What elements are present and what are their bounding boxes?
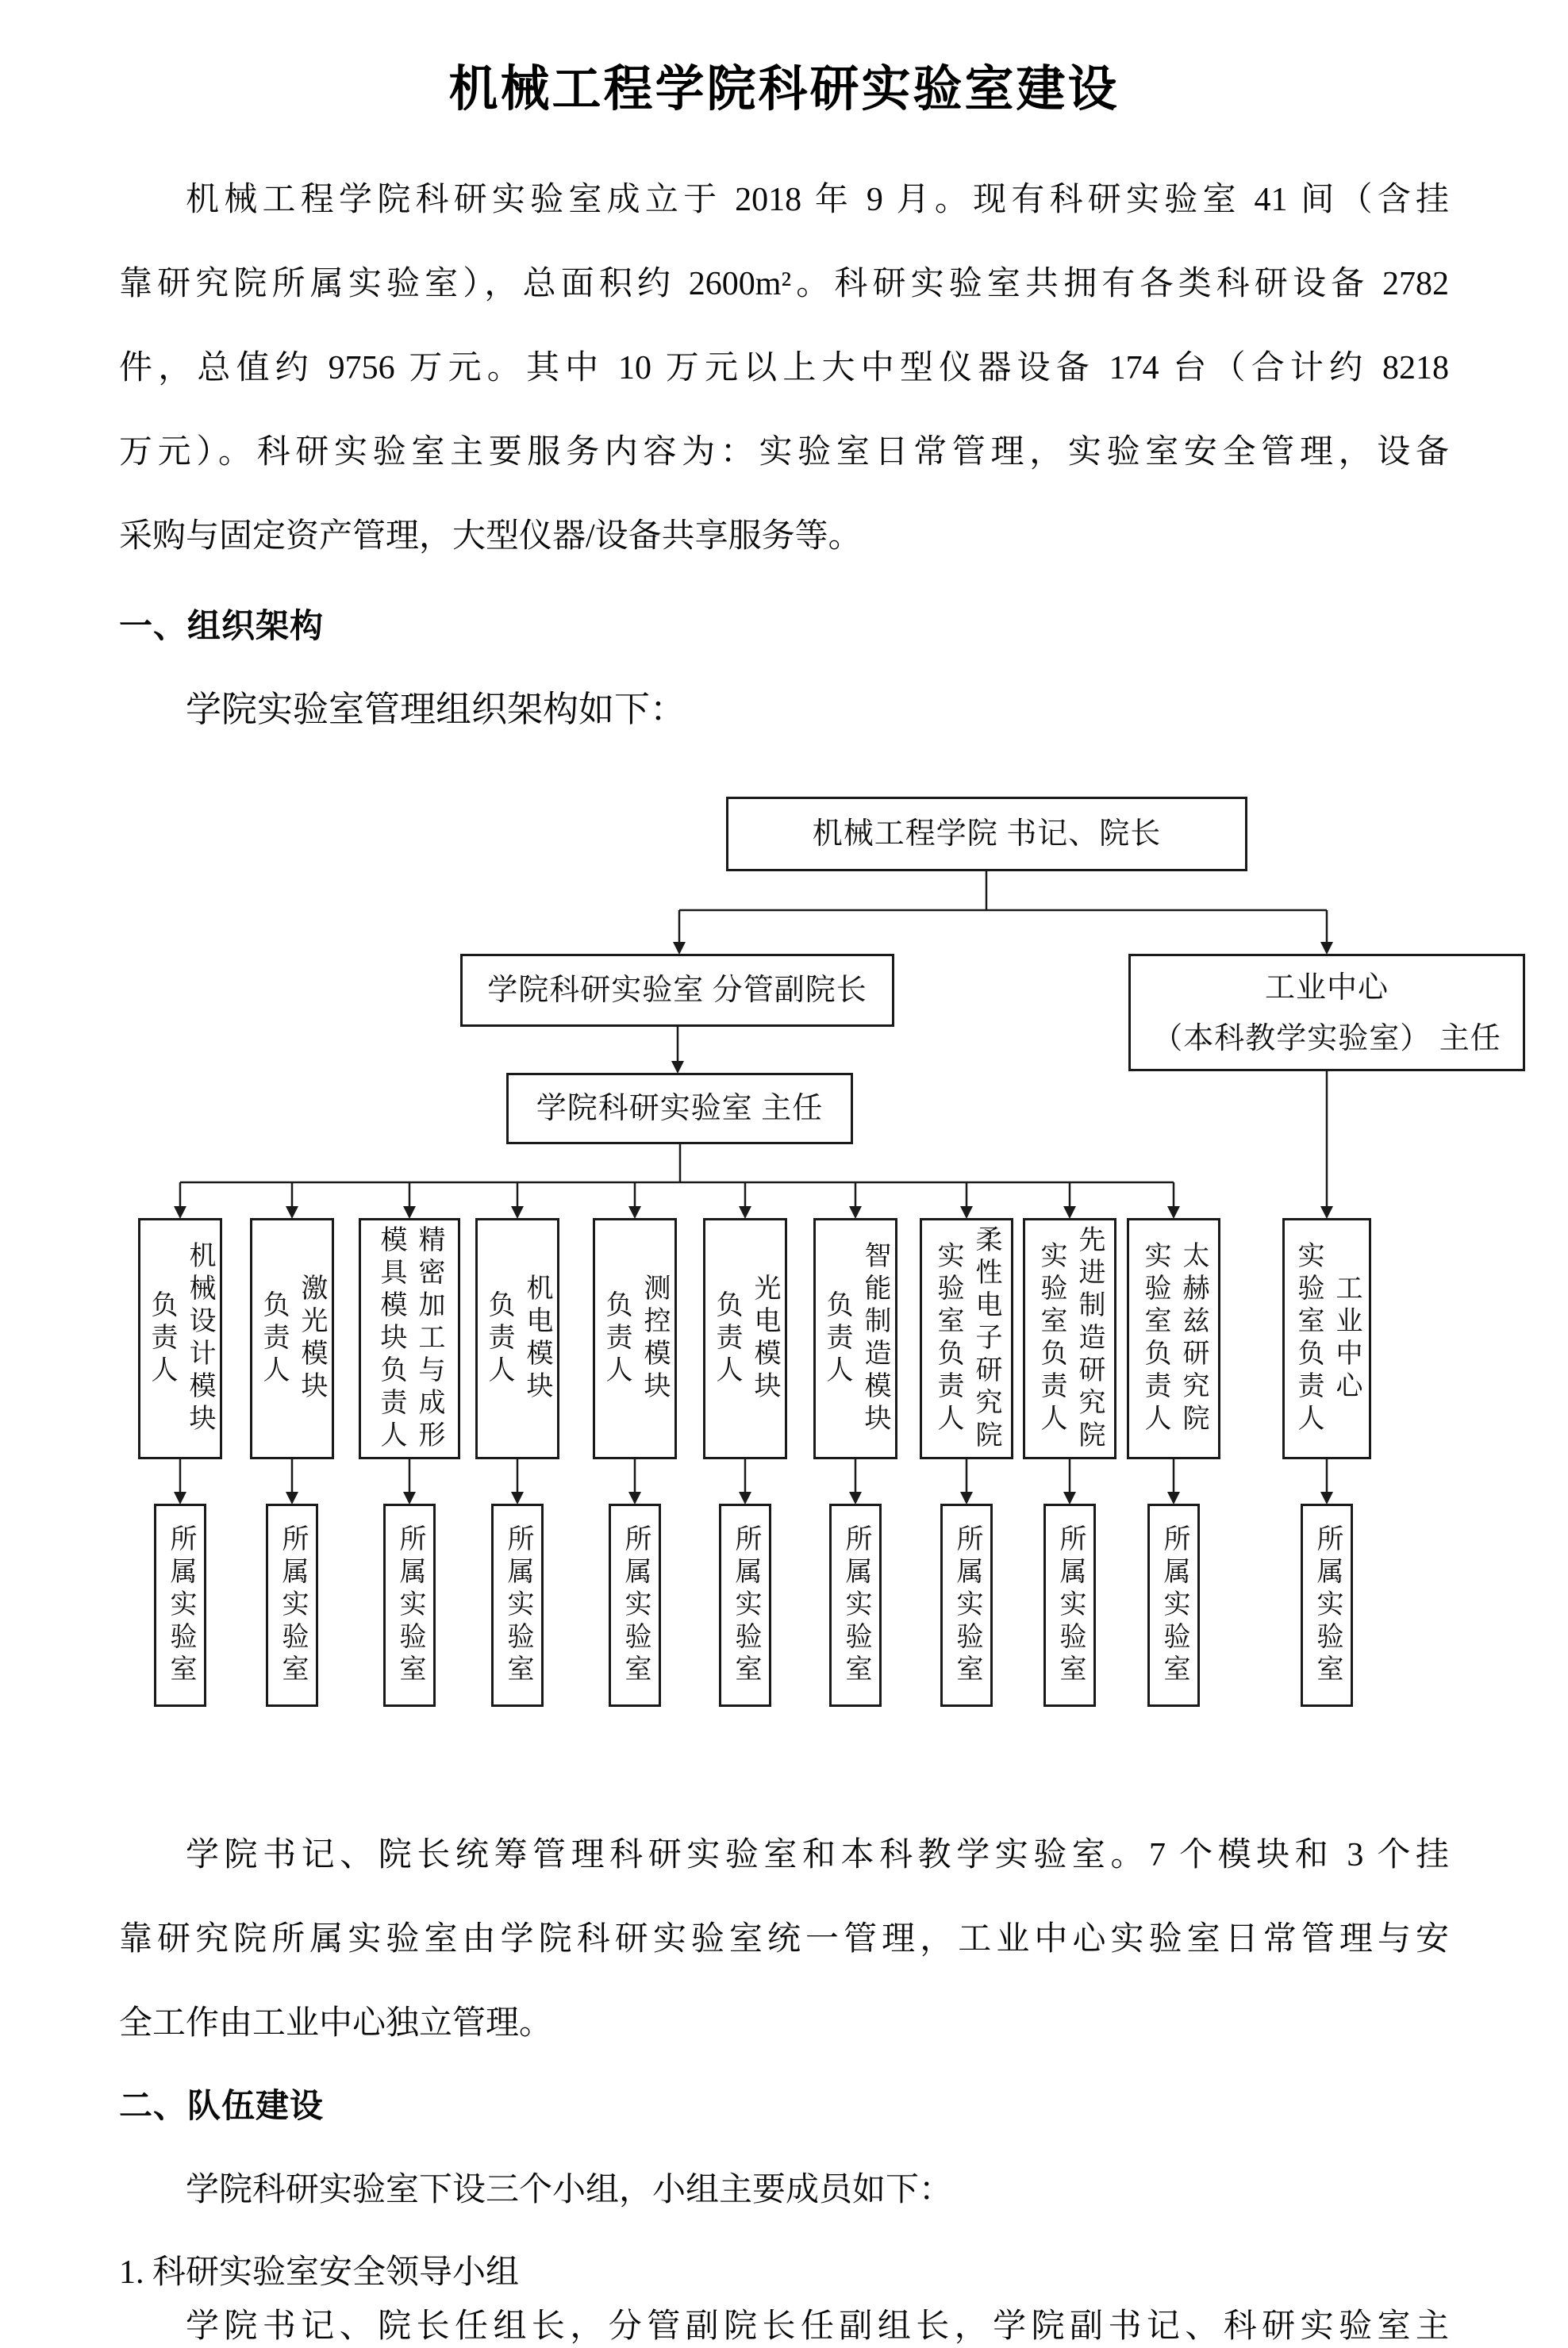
module-box-mechanical-design <box>138 1218 222 1459</box>
section1-heading: 一、组织架构 <box>119 607 325 644</box>
institute-box-advanced-manufacturing <box>1023 1218 1116 1459</box>
module-role: 负责人 <box>822 1289 851 1388</box>
module-box-precision-machining-mold <box>359 1218 460 1459</box>
org-box-vice-dean-research-lab: 学院科研实验室 分管副院长 <box>460 954 894 1027</box>
module-box-laser <box>250 1218 334 1459</box>
paragraph2-line2: 靠研究院所属实验室由学院科研实验室统一管理，工业中心实验室日常管理与安 <box>119 1921 1449 1958</box>
module-role: 负责人 <box>601 1289 631 1388</box>
section2-item1: 1. 科研实验室安全领导小组 <box>119 2254 520 2291</box>
paragraph1-line4: 万元）。科研实验室主要服务内容为：实验室日常管理，实验室安全管理，设备 <box>119 434 1449 471</box>
affiliated-lab-label: 所属实验室 <box>278 1524 307 1687</box>
paragraph1-line2: 靠研究院所属实验室），总面积约 2600m²。科研实验室共拥有各类科研设备 2782 <box>119 266 1449 302</box>
affiliated-lab-label: 所属实验室 <box>503 1524 532 1687</box>
module-name: 机械设计模块 <box>185 1241 214 1436</box>
module-box-optoelectronics <box>703 1218 787 1459</box>
institute-role: 实验室负责人 <box>933 1241 963 1436</box>
org-box-research-lab-director: 学院科研实验室 主任 <box>506 1073 853 1144</box>
affiliated-lab-box <box>940 1504 993 1707</box>
module-box-mechatronics <box>475 1218 559 1459</box>
module-role: 负责人 <box>147 1289 176 1388</box>
module-role: 模具模块负责人 <box>376 1224 405 1453</box>
affiliated-lab-box <box>829 1504 882 1707</box>
org-chart <box>0 794 1568 1754</box>
affiliated-lab-label: 所属实验室 <box>621 1524 650 1687</box>
section1-intro: 学院实验室管理组织架构如下： <box>186 690 686 729</box>
affiliated-lab-box <box>491 1504 544 1707</box>
section2-item1-line1: 学院书记、院长任组长，分管副院长任副组长，学院副书记、科研实验室主 <box>186 2308 1449 2345</box>
institute-box-flexible-electronics <box>920 1218 1013 1459</box>
paragraph1-line1: 机械工程学院科研实验室成立于 2018 年 9 月。现有科研实验室 41 间（含挂 <box>186 182 1449 218</box>
affiliated-lab-box <box>154 1504 206 1707</box>
institute-role: 实验室负责人 <box>1140 1241 1170 1436</box>
affiliated-lab-box <box>1301 1504 1353 1707</box>
page-title: 机械工程学院科研实验室建设 <box>448 62 1120 117</box>
industry-center-line1: 工业中心 <box>1264 971 1389 1005</box>
affiliated-lab-box <box>609 1504 661 1707</box>
box-industry-center-lab-manager <box>1282 1218 1371 1459</box>
paragraph2-line3: 全工作由工业中心独立管理。 <box>119 2005 553 2042</box>
affiliated-lab-label: 所属实验室 <box>1159 1524 1189 1687</box>
org-box-college-dean: 机械工程学院 书记、院长 <box>726 797 1247 871</box>
affiliated-lab-label: 所属实验室 <box>1312 1524 1342 1687</box>
industry-center-line2: （本科教学实验室） 主任 <box>1152 1022 1501 1055</box>
affiliated-lab-label: 所属实验室 <box>841 1524 870 1687</box>
affiliated-lab-box <box>1147 1504 1200 1707</box>
paragraph2-line1: 学院书记、院长统筹管理科研实验室和本科教学实验室。7 个模块和 3 个挂 <box>186 1837 1449 1873</box>
affiliated-lab-label: 所属实验室 <box>952 1524 982 1687</box>
org-box-industry-center-director <box>1128 954 1525 1071</box>
affiliated-lab-box <box>719 1504 771 1707</box>
module-role: 负责人 <box>259 1289 288 1388</box>
institute-box-terahertz <box>1127 1218 1220 1459</box>
center-name: 工业中心 <box>1332 1274 1361 1404</box>
affiliated-lab-label: 所属实验室 <box>731 1524 760 1687</box>
module-box-intelligent-manufacturing <box>813 1218 897 1459</box>
section2-intro: 学院科研实验室下设三个小组，小组主要成员如下： <box>186 2172 953 2208</box>
affiliated-lab-box <box>1043 1504 1096 1707</box>
affiliated-lab-label: 所属实验室 <box>1055 1524 1085 1687</box>
module-name: 精密加工与成形 <box>414 1224 444 1453</box>
institute-name: 柔性电子研究院 <box>971 1224 1001 1453</box>
module-name: 测控模块 <box>640 1274 669 1404</box>
institute-name: 太赫兹研究院 <box>1178 1241 1208 1436</box>
module-name: 光电模块 <box>750 1274 779 1404</box>
module-name: 机电模块 <box>522 1274 551 1404</box>
module-name: 智能制造模块 <box>860 1241 890 1436</box>
module-role: 负责人 <box>712 1289 741 1388</box>
affiliated-lab-box <box>266 1504 318 1707</box>
module-role: 负责人 <box>484 1289 513 1388</box>
module-name: 激光模块 <box>297 1274 326 1404</box>
paragraph1-line5: 采购与固定资产管理，大型仪器/设备共享服务等。 <box>119 518 862 555</box>
section2-heading: 二、队伍建设 <box>119 2087 325 2124</box>
affiliated-lab-label: 所属实验室 <box>166 1524 195 1687</box>
institute-role: 实验室负责人 <box>1036 1241 1066 1436</box>
module-box-measurement-control <box>593 1218 677 1459</box>
affiliated-lab-box <box>383 1504 436 1707</box>
affiliated-lab-label: 所属实验室 <box>395 1524 425 1687</box>
institute-name: 先进制造研究院 <box>1074 1224 1104 1453</box>
paragraph1-line3: 件，总值约 9756 万元。其中 10 万元以上大中型仪器设备 174 台（合计约 8218 <box>119 350 1449 386</box>
center-role: 实验室负责人 <box>1293 1241 1323 1436</box>
